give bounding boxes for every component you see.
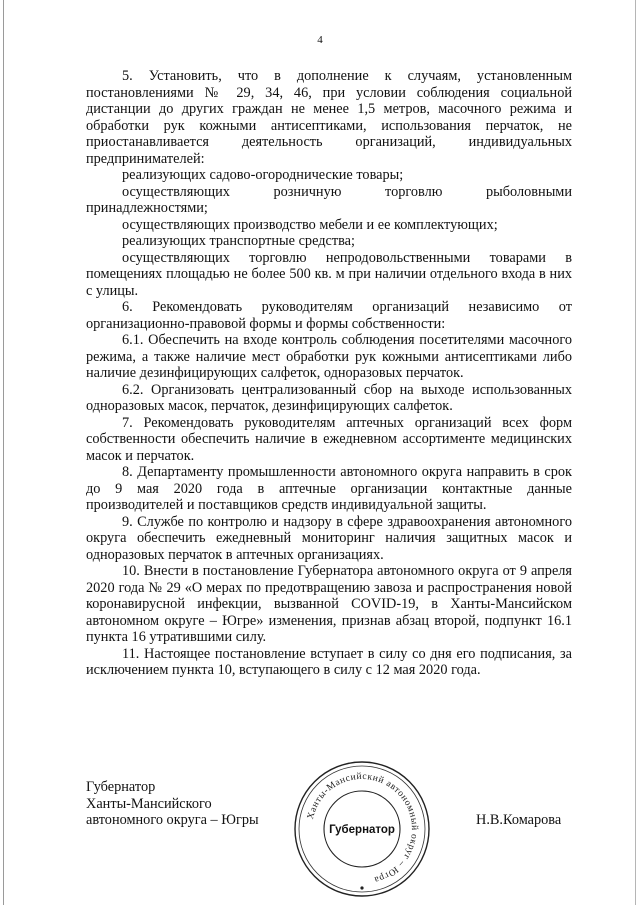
official-seal [291,758,433,900]
signatory-title-line3: автономного округа – Югры [86,812,259,828]
signatory-title-line2: Ханты-Мансийского [86,795,212,812]
paragraph-6-1: 6.1. Обеспечить на входе контроль соблюдения посетителями масочного режима, а также наличие мест обработки рук кожными антисептиками либо наличие дезинфицирующих салфеток, одноразовых перчаток. [86,332,572,381]
list-item: осуществляющих розничную торговлю рыболовными принадлежностями; [86,183,572,216]
paragraph-8: 8. Департаменту промышленности автономного округа направить в срок до 9 мая 2020 года в аптечные организации контактные данные производителей и поставщиков средств индивидуальной защиты. [86,464,572,513]
paragraph-7: 7. Рекомендовать руководителям аптечных организаций всех форм собственности обеспечить наличие в ежедневном ассортименте медицинских масок и перчаток. [86,414,572,464]
paragraph-6: 6. Рекомендовать руководителям организаций независимо от организационно-правовой формы и формы собственности: [86,299,572,332]
list-item: реализующих садово-огороднические товары; [122,167,404,183]
scan-edge-left [3,0,4,905]
list-item: осуществляющих производство мебели и ее комплектующих; [122,216,498,233]
seal-star-dot [360,886,363,889]
page-number: 4 [317,34,323,46]
list-item: осуществляющих торговлю непродовольственными товарами в помещениях площадью не более 500 кв. м при наличии отдельного входа в них с улицы. [86,249,572,299]
signature-block [86,779,286,829]
paragraph-6-2: 6.2. Организовать централизованный сбор на выходе использованных одноразовых масок, перчаток, дезинфицирующих салфеток. [86,381,572,414]
paragraph-9: 9. Службе по контролю и надзору в сфере здравоохранения автономного округа обеспечить ежедневный мониторинг наличия защитных масок и одноразовых перчаток в аптечных организациях. [86,513,572,563]
signer-name: Н.В.Комарова [476,812,562,828]
paragraph-11: 11. Настоящее постановление вступает в силу со дня его подписания, за исключением пункта 10, вступающего в силу с 12 мая 2020 года. [86,645,572,678]
signatory-title-line1: Губернатор [86,779,156,795]
document-body [86,68,572,679]
seal-center-text: Губернатор [329,824,395,836]
scan-edge-right [635,0,636,905]
seal-ring-text: Ханты-Мансийский автономный округ – Югра [305,771,420,885]
paragraph-10: 10. Внести в постановление Губернатора автономного округа от 9 апреля 2020 года № 29 «О мерах по предотвращению завоза и распространения новой коронавирусной инфекции, вызванной COVID-19, в Ханты-Мансийском автономном округе – Югре» изменения, признав абзац второй, подпункт 16.1 пункта 16 утратившими силу. [86,563,572,645]
list-item: реализующих транспортные средства; [122,233,355,249]
paragraph-5: 5. Установить, что в дополнение к случаям, установленным постановлениями № 29, 34, 46, при условии соблюдения социальной дистанции до других граждан не менее 1,5 метров, масочного режима и обработки рук кожными антисептиками, использования перчаток, не приостанавливается деятельность организаций, индивидуальных предпринимателей: [86,68,572,167]
